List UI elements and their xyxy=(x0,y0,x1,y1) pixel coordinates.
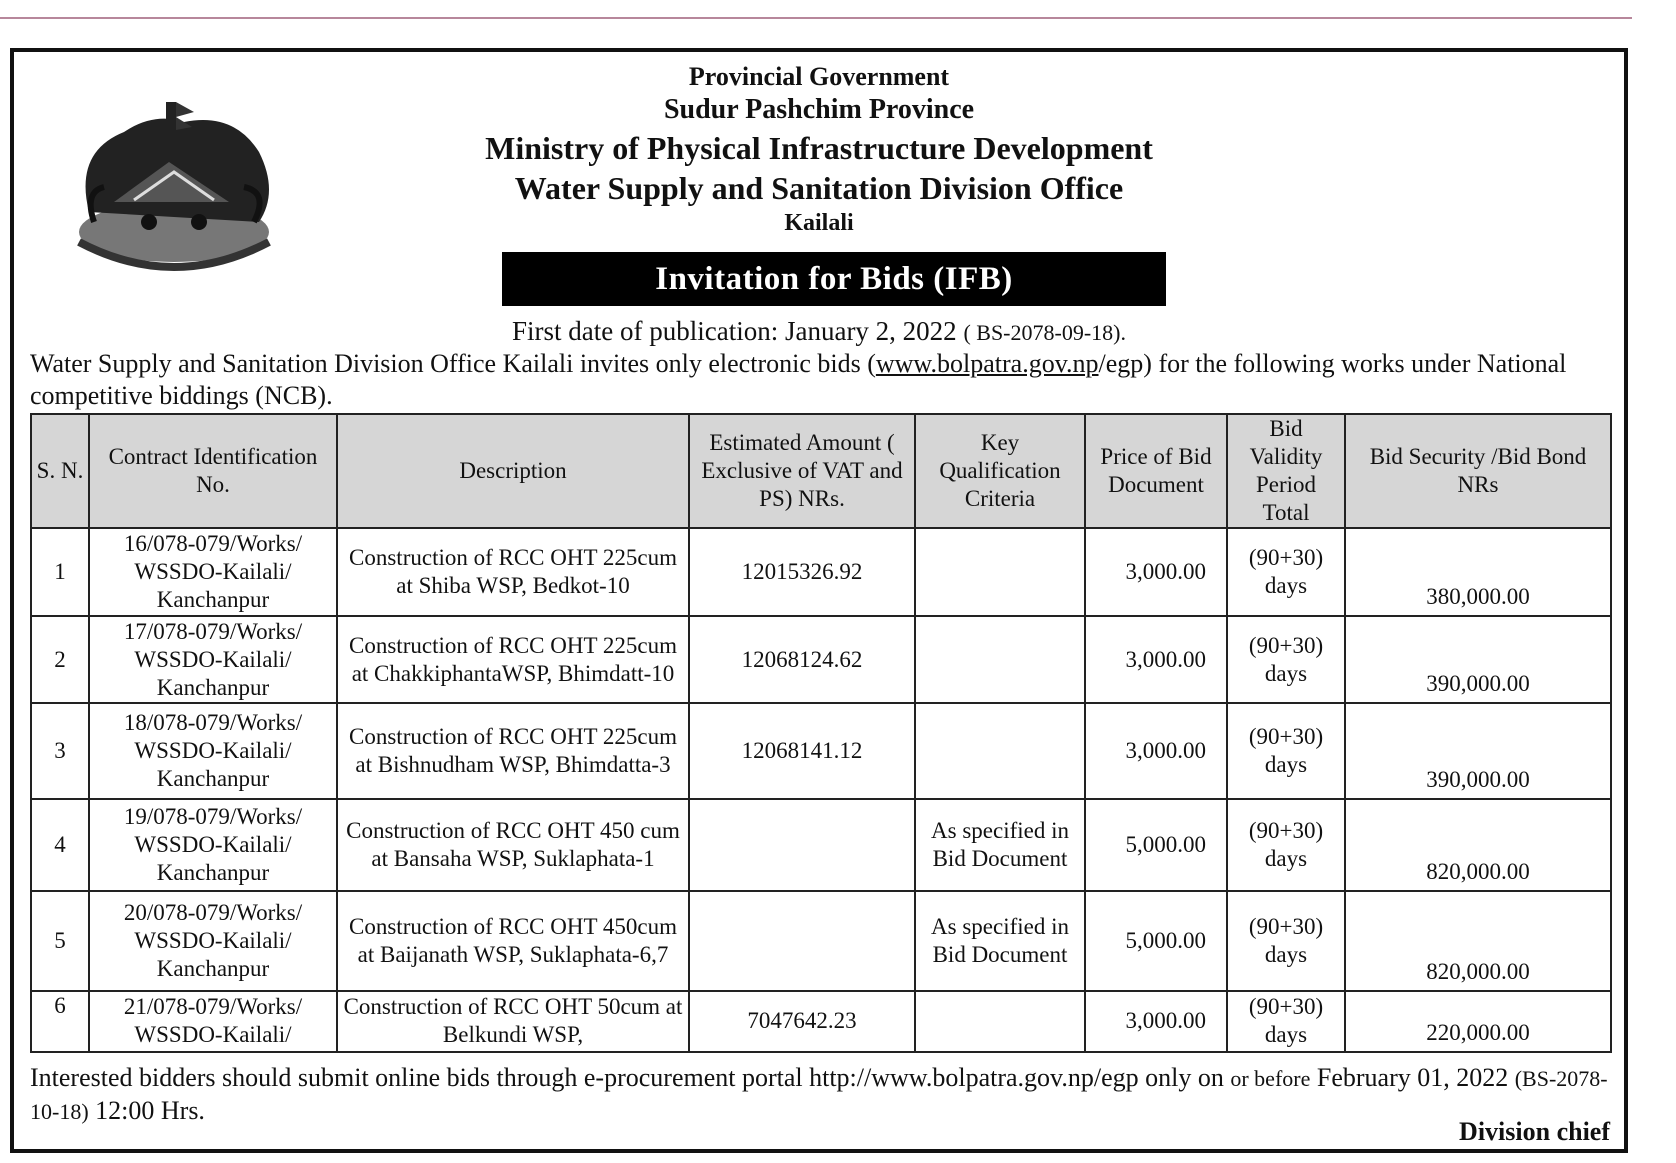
publication-date-line xyxy=(14,316,1624,347)
cell-criteria xyxy=(915,616,1085,704)
cell-amount xyxy=(689,799,915,891)
cell-validity: (90+30) days xyxy=(1227,891,1345,991)
cell-amount: 12015326.92 xyxy=(689,528,915,616)
cell-description: Construction of RCC OHT 225cum at ChakkiphantaWSP, Bhimdatt-10 xyxy=(337,616,689,704)
cell-amount: 12068124.62 xyxy=(689,616,915,704)
table-header-row xyxy=(31,414,1611,528)
header-ministry: Ministry of Physical Infrastructure Development xyxy=(485,130,1153,166)
col-header-sn: S. N. xyxy=(31,414,89,528)
header-office: Water Supply and Sanitation Division Office xyxy=(514,170,1124,206)
cell-sn: 6 xyxy=(31,991,89,1052)
cell-price: 3,000.00 xyxy=(1085,703,1227,799)
publication-date: January 2, 2022 xyxy=(784,316,957,346)
cell-amount xyxy=(689,891,915,991)
cell-validity: (90+30) days xyxy=(1227,703,1345,799)
table-row xyxy=(31,703,1611,799)
cell-price: 5,000.00 xyxy=(1085,799,1227,891)
cell-contract-id: 18/078-079/Works/ WSSDO-Kailali/ Kanchanpur xyxy=(89,703,337,799)
closing-deadline-date: February 01, 2022 xyxy=(1316,1063,1509,1092)
signoff-division-chief: Division chief xyxy=(1459,1117,1610,1146)
cell-criteria xyxy=(915,703,1085,799)
cell-security: 380,000.00 xyxy=(1345,528,1611,616)
bids-table xyxy=(30,413,1612,1053)
header-district: Kailali xyxy=(784,210,854,236)
closing-bs-date: (BS-2078-10-18) xyxy=(30,1066,1608,1124)
col-header-description: Description xyxy=(337,414,689,528)
cell-security: 820,000.00 xyxy=(1345,799,1611,891)
cell-contract-id: 19/078-079/Works/ WSSDO-Kailali/ Kanchanpur xyxy=(89,799,337,891)
cell-sn: 2 xyxy=(31,616,89,704)
publication-bs-date: ( BS-2078-09-18). xyxy=(963,320,1126,345)
col-header-price-bid-doc: Price of Bid Document xyxy=(1085,414,1227,528)
cell-description: Construction of RCC OHT 450 cum at Bansaha WSP, Suklaphata-1 xyxy=(337,799,689,891)
cell-description: Construction of RCC OHT 225cum at Shiba WSP, Bedkot-10 xyxy=(337,528,689,616)
ifb-banner: Invitation for Bids (IFB) xyxy=(502,252,1166,306)
cell-contract-id: 16/078-079/Works/ WSSDO-Kailali/ Kanchanpur xyxy=(89,528,337,616)
cell-security: 390,000.00 xyxy=(1345,703,1611,799)
cell-contract-id: 21/078-079/Works/ WSSDO-Kailali/ xyxy=(89,991,337,1052)
table-row xyxy=(31,891,1611,991)
cell-validity: (90+30) days xyxy=(1227,528,1345,616)
closing-text: Interested bidders should submit online bids through e-procurement portal http://www.bolpatra.gov.np/egp only on xyxy=(30,1063,1224,1092)
cell-criteria: As specified in Bid Document xyxy=(915,799,1085,891)
col-header-estimated-amount: Estimated Amount ( Exclusive of VAT and PS) NRs. xyxy=(689,414,915,528)
cell-sn: 1 xyxy=(31,528,89,616)
cell-price: 3,000.00 xyxy=(1085,991,1227,1052)
publication-label: First date of publication: xyxy=(512,316,779,346)
table-row xyxy=(31,616,1611,704)
cell-security: 220,000.00 xyxy=(1345,991,1611,1052)
cell-sn: 3 xyxy=(31,703,89,799)
col-header-key-criteria: Key Qualification Criteria xyxy=(915,414,1085,528)
cell-security: 820,000.00 xyxy=(1345,891,1611,991)
table-row xyxy=(31,991,1611,1052)
cell-price: 3,000.00 xyxy=(1085,528,1227,616)
table-row xyxy=(31,799,1611,891)
cell-validity: (90+30) days xyxy=(1227,991,1345,1052)
closing-time: 12:00 Hrs. xyxy=(95,1096,205,1125)
cell-criteria xyxy=(915,991,1085,1052)
cell-validity: (90+30) days xyxy=(1227,799,1345,891)
table-row xyxy=(31,528,1611,616)
col-header-bid-validity: Bid Validity Period Total xyxy=(1227,414,1345,528)
top-rule xyxy=(0,17,1632,19)
closing-paragraph xyxy=(30,1062,1620,1128)
cell-description: Construction of RCC OHT 450cum at Baijanath WSP, Suklaphata-6,7 xyxy=(337,891,689,991)
col-header-bid-security: Bid Security /Bid Bond NRs xyxy=(1345,414,1611,528)
cell-contract-id: 17/078-079/Works/ WSSDO-Kailali/ Kanchanpur xyxy=(89,616,337,704)
cell-price: 5,000.00 xyxy=(1085,891,1227,991)
cell-description: Construction of RCC OHT 225cum at Bishnudham WSP, Bhimdatta-3 xyxy=(337,703,689,799)
intro-paragraph xyxy=(30,348,1610,412)
cell-security: 390,000.00 xyxy=(1345,616,1611,704)
cell-price: 3,000.00 xyxy=(1085,616,1227,704)
cell-amount: 7047642.23 xyxy=(689,991,915,1052)
cell-criteria: As specified in Bid Document xyxy=(915,891,1085,991)
cell-sn: 5 xyxy=(31,891,89,991)
closing-or-before: or before xyxy=(1230,1066,1311,1091)
bolpatra-link[interactable]: www.bolpatra.gov.np xyxy=(875,349,1099,378)
cell-sn: 4 xyxy=(31,799,89,891)
cell-criteria xyxy=(915,528,1085,616)
cell-validity: (90+30) days xyxy=(1227,616,1345,704)
cell-amount: 12068141.12 xyxy=(689,703,915,799)
cell-description: Construction of RCC OHT 50cum at Belkundi WSP, xyxy=(337,991,689,1052)
intro-text-end: /egp) for the following works under National competitive biddings (NCB). xyxy=(30,349,1567,410)
ifb-notice xyxy=(10,48,1628,1153)
header-province: Sudur Pashchim Province xyxy=(663,94,975,125)
cell-contract-id: 20/078-079/Works/ WSSDO-Kailali/ Kanchanpur xyxy=(89,891,337,991)
intro-text-start: Water Supply and Sanitation Division Office Kailali invites only electronic bids ( xyxy=(30,349,876,378)
col-header-contract-id: Contract Identification No. xyxy=(89,414,337,528)
header-provincial-government: Provincial Government xyxy=(688,62,950,91)
